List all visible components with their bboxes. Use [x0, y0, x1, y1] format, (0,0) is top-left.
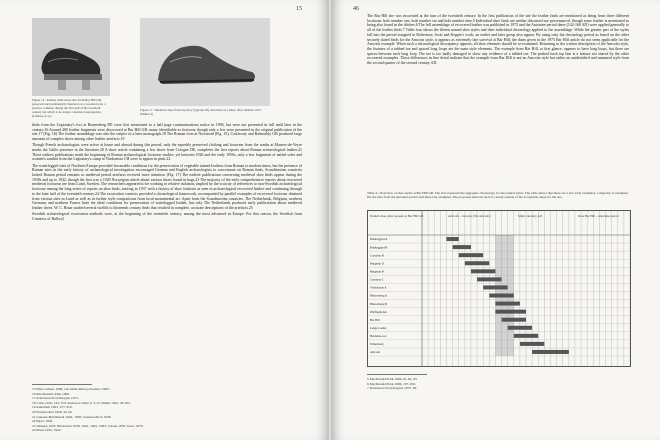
footnote: 21 Gansser-Burckhardt 1942, 1950; Gansser-Bock 1936.	[32, 414, 112, 419]
medieval-shoe-image	[140, 18, 270, 106]
footnotes	[32, 384, 302, 433]
figure17-photo	[140, 18, 270, 106]
chronology-bar	[465, 261, 489, 265]
chronology-bar	[453, 245, 471, 249]
table-row-label: Amcotts	[370, 350, 381, 355]
page-number: 15	[296, 6, 302, 12]
chronology-table-graphic	[368, 211, 630, 366]
table-row-label: Bokkeggard B	[370, 245, 388, 250]
table-row-label: Carnaton C	[370, 277, 384, 282]
page-number: 46	[353, 6, 359, 12]
table-row-label: Burgsinn B	[370, 269, 384, 274]
paragraph: Swedish archaeological excavation methods were, at the beginning of the twentieth century, among the most advanced in Europe. For this reason, the Swedish from Countess of Hallwyl	[32, 212, 302, 221]
table-header: Date Bar Hill - Antonine period	[578, 214, 619, 218]
footnotes	[367, 374, 629, 391]
chronology-bar	[471, 269, 495, 273]
table-row-label: Bokkeggard A	[370, 237, 388, 242]
footnote: 18 Curle 1910, 143-153; Anderson 1902-3, 3-12; Miller 1922, 58-102.	[32, 400, 131, 405]
footnote: 22 Bjorn 1920.	[32, 419, 54, 424]
footnote: 15 Hans Lehner 1906; van Driel-Murray/Gechter 1983.	[32, 387, 110, 391]
roman-shoe-image	[32, 18, 110, 96]
chronology-bar	[459, 253, 483, 257]
chronology-bar	[446, 237, 458, 241]
footnote: 24 Braat 1932, 1942.	[32, 428, 62, 433]
table-row-label: Lange Laeder	[370, 325, 387, 330]
table-row-label: Binnocheng II	[370, 301, 388, 306]
table-caption: Table 4 : Overview of shoe styles at Bar Hill GB. The bars represent the aggregate chronology for the named styles. The table shows that there are a few early examples; a majority of examples fits the date from the Antonine period and three late examples. The proposed Amcotts style is clearly outside of the acceptable range for the site.	[367, 191, 629, 200]
table-header: Named shoe styles present at Bar Hill GB	[370, 214, 424, 218]
footnote: 19 Audollent 1922, 277-310.	[32, 405, 73, 410]
footnote: 5 MacDonald/Park 1906, 61-62, 63.	[367, 377, 418, 381]
figure17-caption: Figure 17 : Medieval shoe from Utjeslo (?) (grade III), described as a mule, after Jahnsen 1937. (Muller 2)	[140, 108, 262, 116]
footnote: 16 MacDonald/ Park 1906.	[32, 391, 70, 396]
chronology-bar	[520, 342, 544, 346]
footnote: 20 Fremersdorf 1926, 44-56.	[32, 409, 73, 414]
chronology-bar	[489, 293, 513, 297]
footnote: 23 Jahnsen 1937; Blomqvist 1938, 1941, 1945, 1963; Larsen 1970; Grew 1976.	[32, 423, 144, 428]
table-row-label: Heidemoos A	[370, 334, 387, 339]
chronology-bar	[483, 285, 507, 289]
paragraph: The waterlogged sites of Northern Europe provided favourable conditions for the preservation of vegetable tanned leathers from Roman to modern times, but the presence of Roman sites in the early history of archaeological investigation encouraged German and English archaeologists to concentrate on Roman finds. Scandinavian countries lacked Roman period remains so medieval period artefacts received more attention. (Fig. 17) The earliest publications concerning medieval shoe finds appear during the 1930s and up to 1942, though the first was a 1920 Norwegian article about various shoes found in bogs.23 The majority of the early comprehensive reports about recovered medieval footwear are from Lund, Sweden. The researchers appeared to be working in relative isolation, implied by the scarcity of references to non-Swedish archaeological footwear among the long series of reports on shoe finds, starting in 1937 with a history of shoe fashions as seen in archaeological recovered leather and continuing through to the later half of the twentieth century.24 The excavation contexts provided a chronological framework, accompanied by parallel examples of recovered footwear obtained from various sites in Lund as well as in further style comparisons from local monumental art. Apart from the Scandinavian countries, The Netherlands, Belgium, northern Germany and northern France have the ideal conditions for preservation of waterlogged leather, but only The Netherlands produced early publications about medieval leather shoes. W. C. Braat studied several twelfth to thirteenth century finds that resulted in complete, accurate descriptions of the artefacts.25	[32, 163, 302, 210]
body-text	[367, 14, 629, 67]
footnote: 17 Robertson/Scott/Keppie 1975.	[32, 396, 79, 401]
table-row-label: Folkenberg	[370, 342, 384, 347]
table-row-label: Binnocheng A	[370, 293, 388, 298]
table-row-label: Burgsinn II	[370, 261, 384, 266]
table-row-label: Bar Hill	[370, 317, 380, 322]
footnote: 6 MacDonald/Park 1906, 107-106.	[367, 381, 416, 386]
table-row-label: Pfeffinghofen	[370, 309, 387, 314]
table-header: Main currency AD	[518, 214, 542, 218]
body-text	[32, 123, 302, 223]
left-page	[0, 0, 329, 440]
paragraph: finds from the Legionary's fort at Bonnerberg DE were first mentioned as a half page communications notice in 1906, but were not presented in full until later in the century.16 Around 400 leather fragments were discovered at Bar Hill GB, many identifiable as footwear though only a few were presented in the original publication of the site.17 (Fig. 16) The leather assemblage was also the subject of a later monograph.18 The Roman forts at Newstead (Fig. 15), Castlecary and Balmuildy GB produced large amounts of complex shoes among other leather artefacts.19	[32, 123, 302, 142]
chronology-bar	[502, 318, 526, 322]
footnote: 7 Robertson/Scott/Keppie 1975, 82.	[367, 386, 418, 391]
chronology-bar	[477, 277, 501, 281]
chronology-bar	[532, 350, 569, 354]
footnote-separator	[367, 374, 427, 375]
chronology-bar	[495, 310, 526, 314]
footnote-separator	[32, 384, 92, 385]
paragraph: The Bar Hill site was excavated at the turn of the twentieth century. In the first publication of the site the leather finds are mentioned as being from three different locations: hole number one, hole number six and hole number nine.5 Individual shoe finds are neither discussed nor provenanced, though some leather is mentioned as being also found in the ditches.6 The full assemblage of recovered leather was published in 1975 and the Antonine period dates (142-160 AD) were applied generally to all of the leather finds.7 Table four shows the fifteen named shoe styles and their individual chronology applied to the assemblage. While the greater part of the styles fall into the period assigned in Robertson, Scott and Keppie's work, an earlier and later group also appear. By using only the chronology period as based on the other securely dated finds for the Amcotts style, it appears as extremely late survival at Bar Hill; the dates given in the 1975 Bar Hill article do not seem applicable for the Amcotts example. When such a chronological discrepancy appears, all shoe elements should be re-examined. Returning to the written description of the Amcotts style, the features of a tabbed toe and spaced long loops are the main style elements. The example from Bar Hill, at first glance, appears to have long loops, but there are spaces between each long loop. The toe is too badly damaged to show any evidence of a tabbed toe. The peaked back top line is a feature not shared by the other recovered examples. These differences in fine detail indicate that the example from Bar Hill is not an Amcotts style but rather an unidentified and unnamed style from the second quarter of the second century AD.	[367, 14, 629, 66]
table-row-label: Vindolanda A	[370, 285, 387, 290]
table-row-label: Carnaton B	[370, 253, 384, 258]
figure16-photo	[32, 18, 110, 96]
style-chronology-table	[367, 210, 631, 367]
chronology-bar	[495, 302, 519, 306]
chronology-bar	[508, 326, 532, 330]
right-page	[331, 0, 660, 440]
paragraph: Though French archaeologists were active at home and abroad during this period, only the superbly preserved clothing and footwear from the tombs at Martres-de-Veyre marks the Gallic presence in the literature.20 A short article containing a few shoes from Cologne DE, completes the first reports about Roman archaeological leather.21 These earliest publications mark the beginning of Roman archaeological footwear studies, yet between 1926 and the early 1950s, only a few fragments of nailed soles and women's sandals from the Legionary's camp at Vindonissa CH were to appear in print.22	[32, 143, 302, 162]
table-header: Amcotts - currency (De Amcotts)	[448, 214, 491, 218]
figure16-caption: Figure 16 : Roman child-sized shoe from Bar Hill GB, preserved and permanently mounted on a wooden form, a practice common during the first half of the twentieth century but which is no longer considered appropriate. (Lindsey et al.)	[32, 98, 106, 118]
chronology-bar	[514, 334, 538, 338]
